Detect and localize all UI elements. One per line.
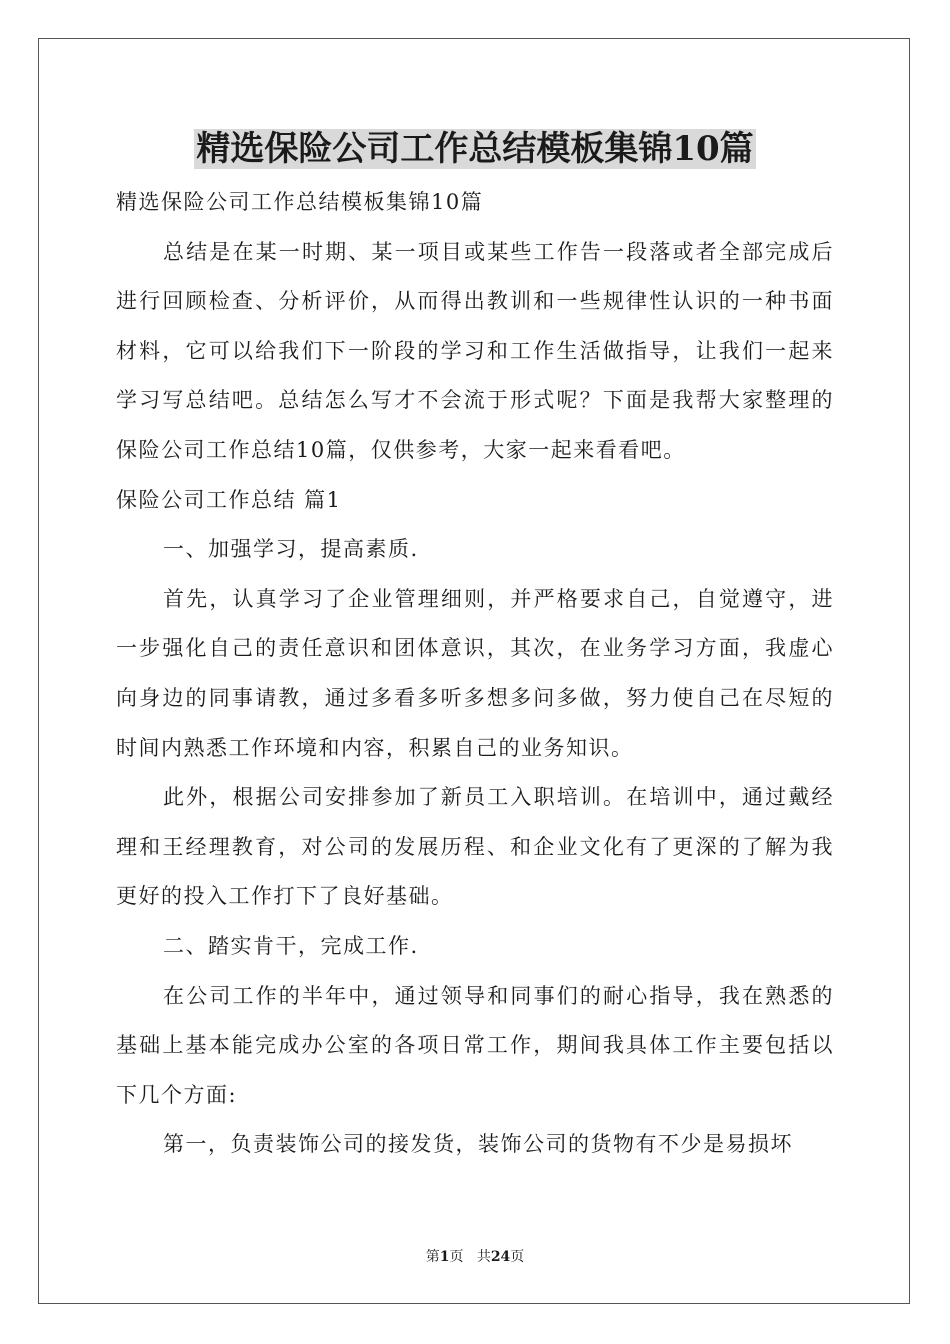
section-heading: 保险公司工作总结 篇1	[116, 487, 342, 512]
subheading-1: 一、加强学习，提高素质.	[163, 537, 419, 562]
page-number: 1	[439, 1249, 450, 1265]
body-paragraph: 在公司工作的半年中，通过领导和同事们的耐心指导，我在熟悉的基础上基本能完成办公室的各项日常工作，期间我具体工作主要包括以下几个方面:	[116, 983, 834, 1107]
intro-paragraph: 总结是在某一时期、某一项目或某些工作告一段落或者全部完成后进行回顾检查、分析评价，从而得出教训和一些规律性认识的一种书面材料，它可以给我们下一阶段的学习和工作生活做指导，让我们一起来学习写总结吧。总结怎么写才不会流于形式呢？下面是我帮大家整理的保险公司工作总结10篇，仅供参考，大家一起来看看吧。	[116, 239, 834, 462]
subheading-2: 二、踏实肯干，完成工作.	[163, 933, 419, 958]
total-suffix: 页	[510, 1249, 525, 1265]
document-title	[0, 126, 950, 172]
body-paragraph: 第一，负责装饰公司的接发货，装饰公司的货物有不少是易损坏	[163, 1132, 793, 1157]
body-paragraph: 首先，认真学习了企业管理细则，并严格要求自己，自觉遵守，进一步强化自己的责任意识和团体意识，其次，在业务学习方面，我虚心向身边的同事请教，通过多看多听多想多问多做，努力使自己在尽短的时间内熟悉工作环境和内容，积累自己的业务知识。	[116, 586, 834, 760]
total-prefix: 共	[476, 1249, 491, 1265]
total-pages: 24	[490, 1249, 511, 1265]
page-suffix: 页	[449, 1249, 464, 1265]
document-title-text: 精选保险公司工作总结模板集锦10篇	[196, 129, 754, 169]
page-prefix: 第	[425, 1249, 440, 1265]
subtitle-line: 精选保险公司工作总结模板集锦10篇	[116, 190, 484, 214]
document-body	[116, 178, 834, 1170]
body-paragraph: 此外，根据公司安排参加了新员工入职培训。在培训中，通过戴经理和王经理教育，对公司的发展历程、和企业文化有了更深的了解为我更好的投入工作打下了良好基础。	[116, 785, 834, 909]
page-footer	[0, 1247, 950, 1267]
